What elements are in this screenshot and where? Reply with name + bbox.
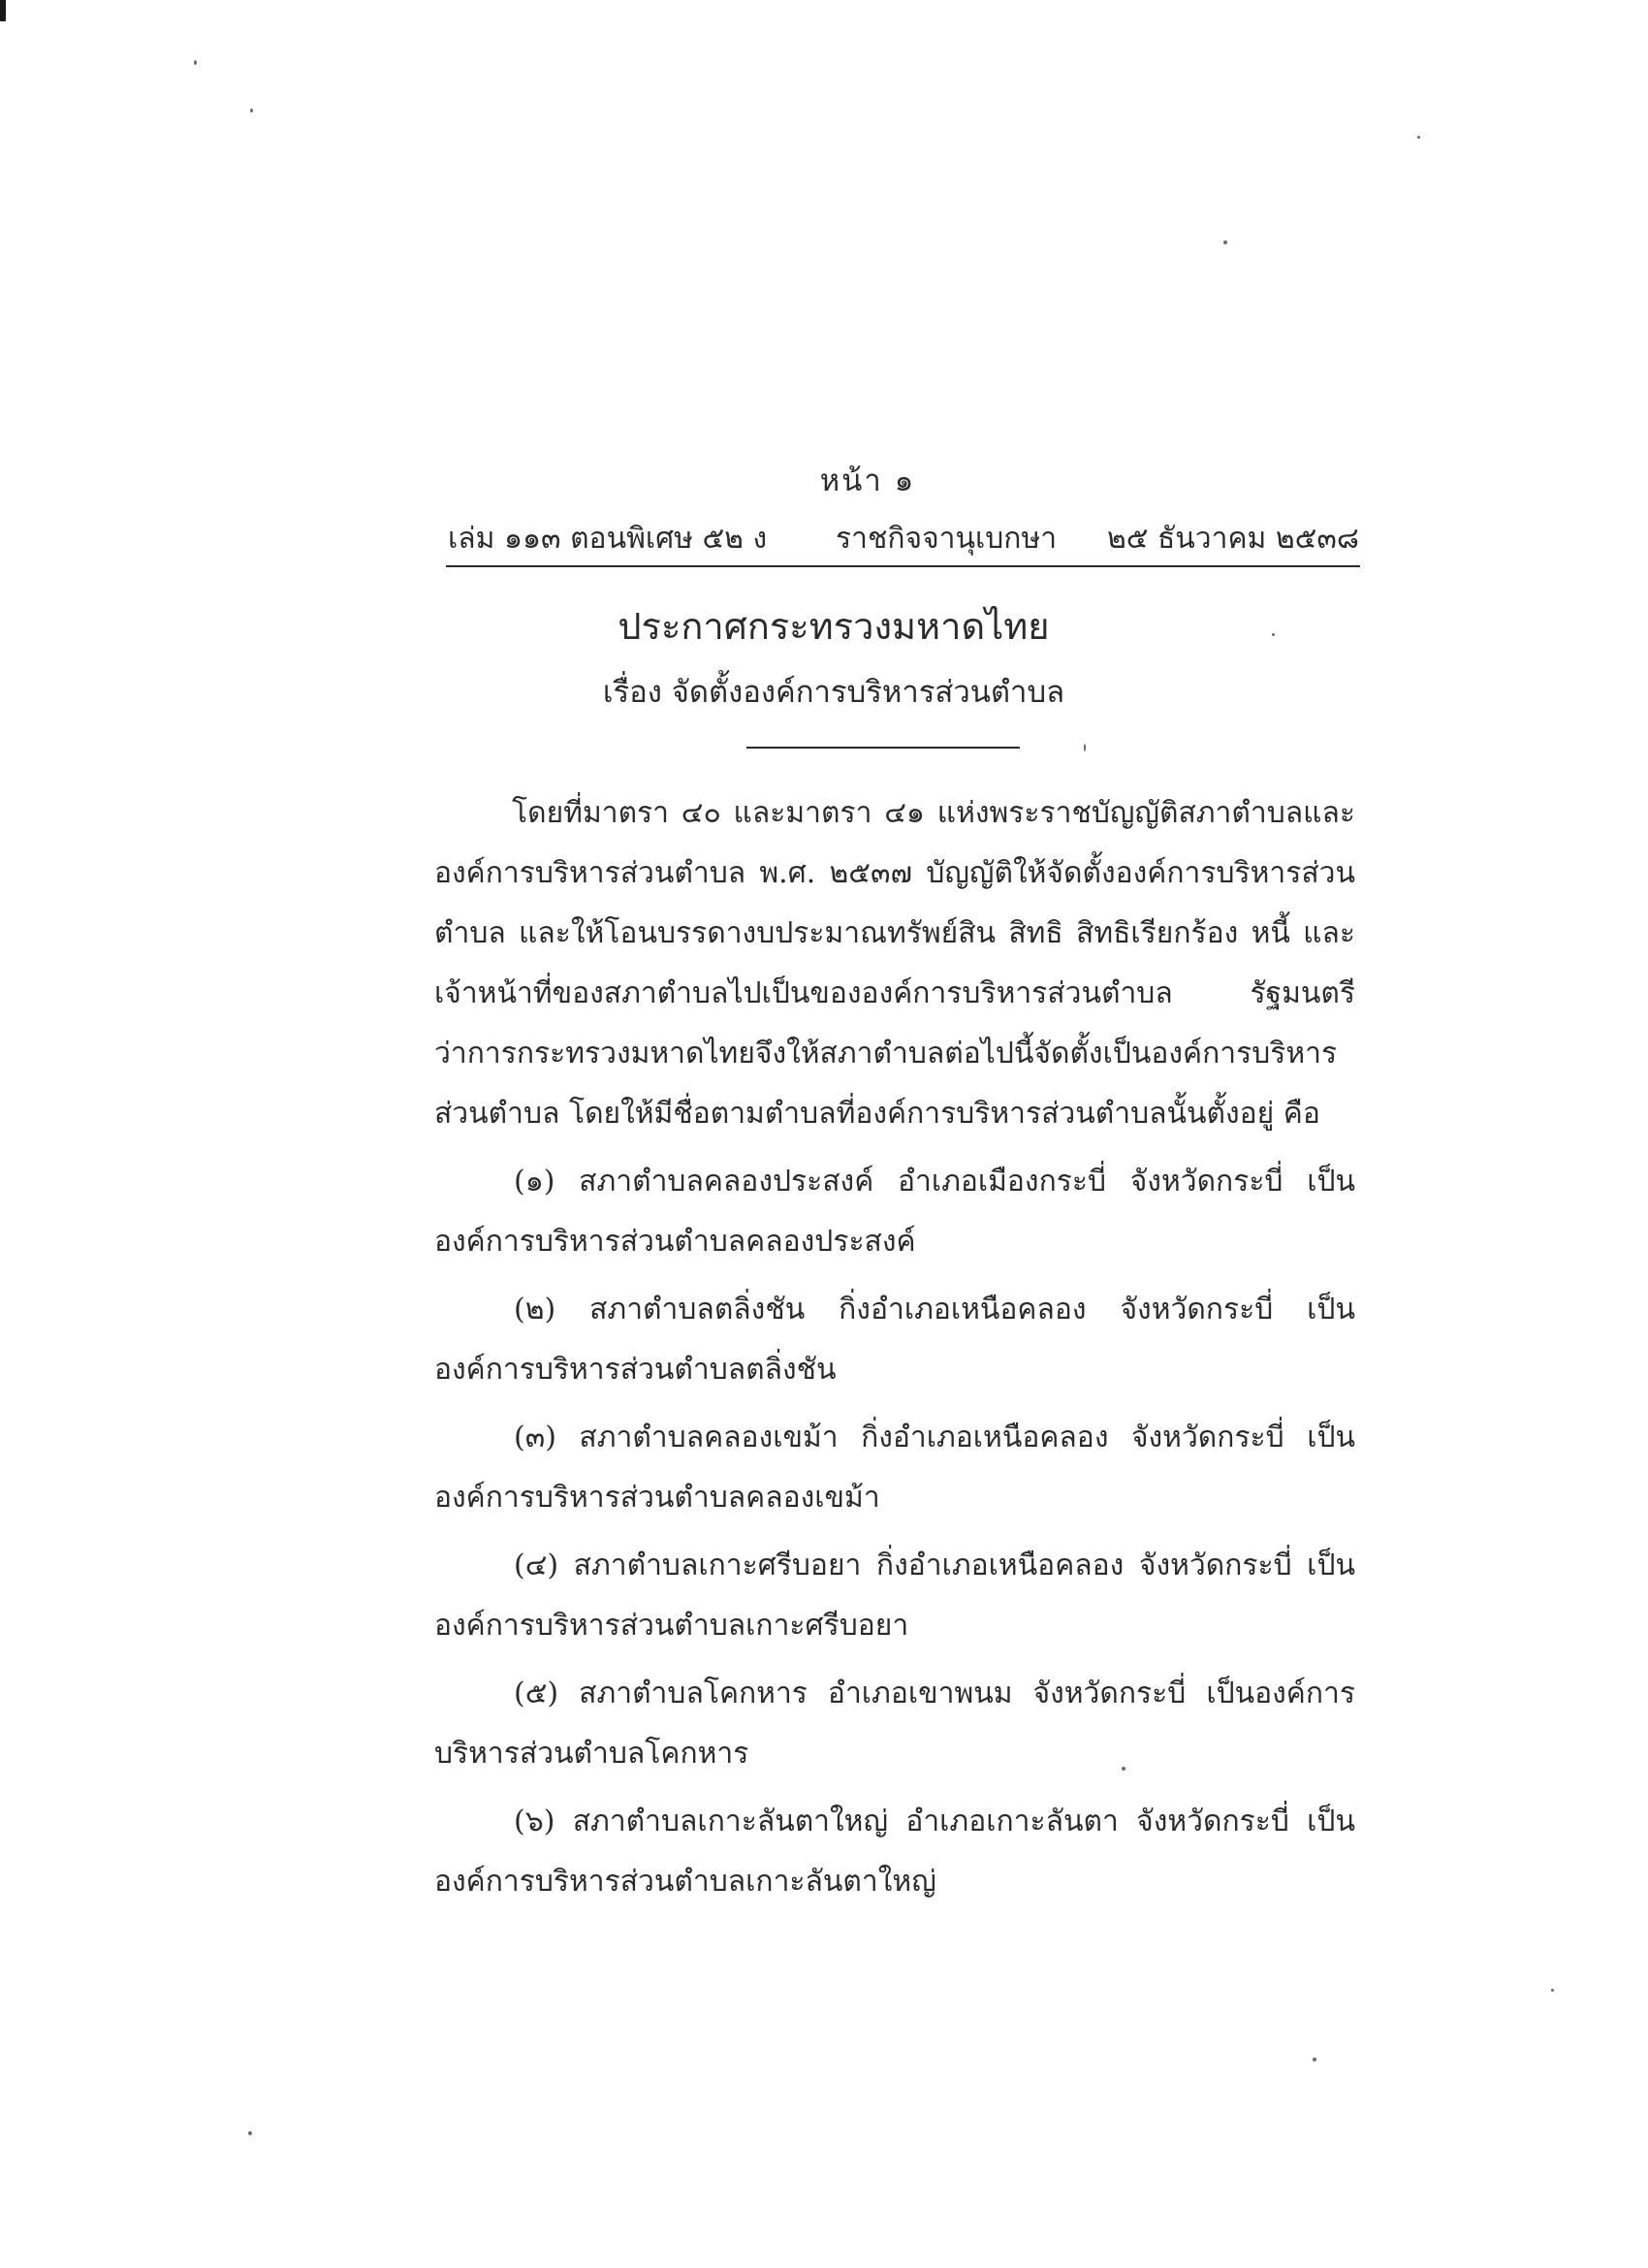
announcement-title: ประกาศกระทรวงมหาดไทย	[618, 605, 1050, 648]
list-item: (๒) สภาตำบลตลิ่งชัน กิ่งอำเภอเหนือคลอง จังหวัดกระบี่ เป็นองค์การบริหารส่วนตำบลตลิ่งชัน	[434, 1293, 1355, 1387]
scan-speck	[1551, 1989, 1554, 1992]
gazette-header	[448, 516, 1359, 560]
scan-speck	[1223, 240, 1227, 244]
scan-speck	[1313, 2058, 1316, 2061]
scan-speck	[194, 60, 197, 65]
scan-speck	[248, 2131, 252, 2135]
list-item: (๓) สภาตำบลคลองเขม้า กิ่งอำเภอเหนือคลอง จังหวัดกระบี่ เป็นองค์การบริหารส่วนตำบลคลองเขม้า	[434, 1421, 1355, 1515]
scan-speck	[1084, 744, 1086, 751]
announcement-subject: เรื่อง จัดตั้งองค์การบริหารส่วนตำบล	[602, 675, 1065, 710]
page-number: หน้า ๑	[819, 463, 916, 498]
scan-speck	[1417, 136, 1420, 139]
list-item: (๕) สภาตำบลโคกหาร อำเภอเขาพนม จังหวัดกระบี่ เป็นองค์การบริหารส่วนตำบลโคกหาร	[434, 1677, 1355, 1771]
list-item: (๖) สภาตำบลเกาะลันตาใหญ่ อำเภอเกาะลันตา จังหวัดกระบี่ เป็นองค์การบริหารส่วนตำบลเกาะลันตาใหญ่	[434, 1805, 1355, 1899]
announcement-body	[434, 783, 1355, 1920]
list-item: (๔) สภาตำบลเกาะศรีบอยา กิ่งอำเภอเหนือคลอง จังหวัดกระบี่ เป็นองค์การบริหารส่วนตำบลเกาะศรีบอยา	[434, 1549, 1355, 1643]
list-item: (๑) สภาตำบลคลองประสงค์ อำเภอเมืองกระบี่ จังหวัดกระบี่ เป็นองค์การบริหารส่วนตำบลคลองประสงค์	[434, 1165, 1355, 1259]
volume-issue: เล่ม ๑๑๓ ตอนพิเศษ ๕๒ ง	[448, 522, 768, 556]
title-divider	[746, 747, 1020, 749]
gazette-name: ราชกิจจานุเบกษา	[836, 522, 1058, 556]
publication-date: ๒๕ ธันวาคม ๒๕๓๘	[1106, 522, 1359, 556]
scan-speck	[250, 109, 253, 112]
header-divider	[446, 565, 1360, 567]
scan-corner-mark	[0, 0, 6, 21]
intro-paragraph: โดยที่มาตรา ๔๐ และมาตรา ๔๑ แห่งพระราชบัญญัติสภาตำบลและองค์การบริหารส่วนตำบล พ.ศ. ๒๕๓๗ บัญญัติให้จัดตั้งองค์การบริหารส่วนตำบล และให้โอนบรรดางบประมาณทรัพย์สิน สิทธิ สิทธิเรียกร้อง หนี้ และเจ้าหน้าที่ของสภาตำบลไปเป็นขององค์การบริหารส่วนตำบล รัฐมนตรีว่าการกระทรวงมหาดไทยจึงให้สภาตำบลต่อไปนี้จัดตั้งเป็นองค์การบริหารส่วนตำบล โดยให้มีชื่อตามตำบลที่องค์การบริหารส่วนตำบลนั้นตั้งอยู่ คือ	[434, 796, 1355, 1131]
